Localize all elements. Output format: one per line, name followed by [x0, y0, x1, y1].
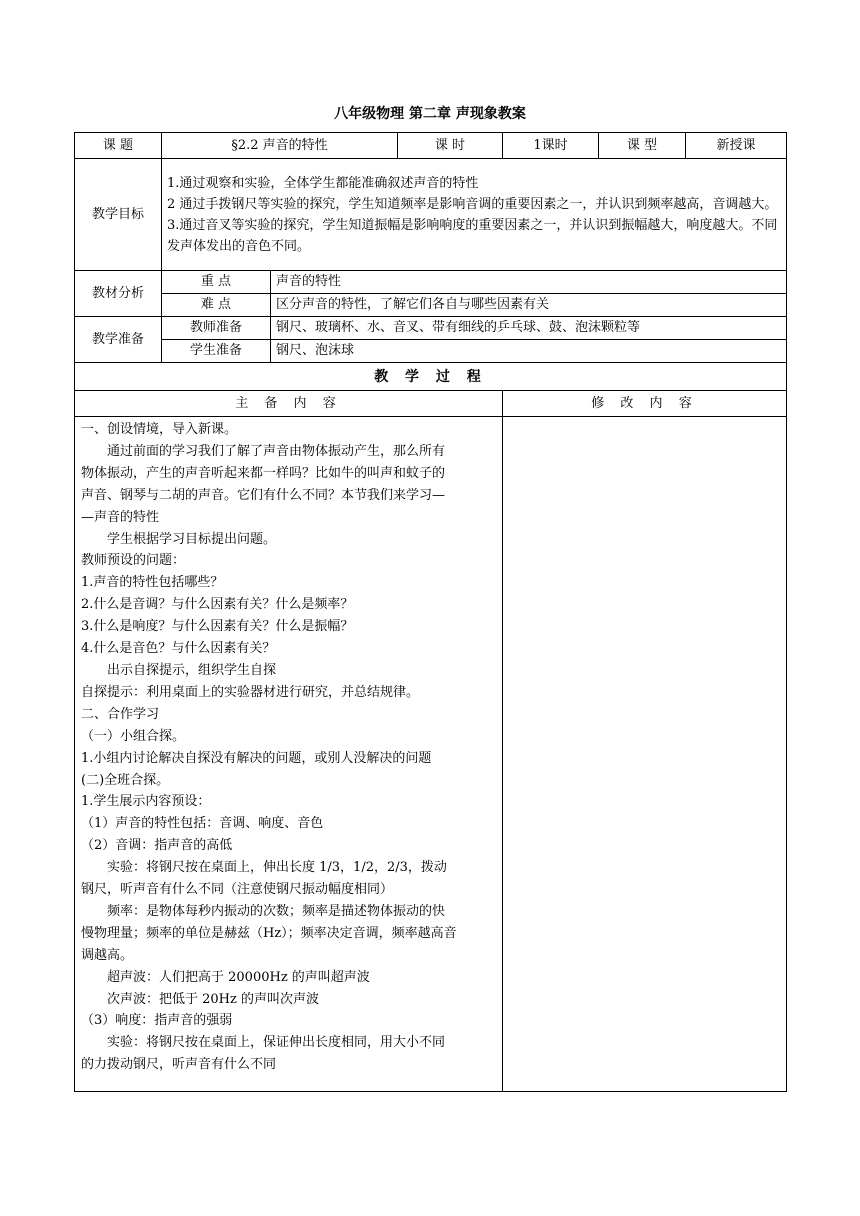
goal-item: 2 通过手拨钢尺等实验的探究，学生知道频率是影响音调的重要因素之一，并认识到频率越高，音调越大。	[167, 196, 778, 212]
process-header-row	[75, 391, 787, 417]
content-line: 2.什么是音调？与什么因素有关？什么是频率？	[81, 597, 354, 613]
teacher-prep-label: 教师准备	[162, 317, 271, 340]
goal-item: 1.通过观察和实验，全体学生都能准确叙述声音的特性	[167, 175, 479, 191]
content-line: 声音、钢琴与二胡的声音。它们有什么不同？本节我们来学习—	[81, 487, 446, 503]
student-prep-value: 钢尺、泡沫球	[271, 340, 787, 363]
hours-value: 1课时	[503, 133, 599, 159]
goals-label: 教学目标	[75, 159, 162, 271]
topic-value: §2.2 声音的特性	[162, 133, 398, 159]
edit-content[interactable]	[503, 417, 787, 1092]
content-line: （1）声音的特性包括：音调、响度、音色	[81, 816, 324, 832]
content-line: —声音的特性	[81, 509, 160, 525]
prep-student-row	[75, 340, 787, 363]
content-line: （一）小组合探。	[81, 728, 186, 744]
content-line: 实验：将钢尺按在桌面上，伸出长度 1/3，1/2，2/3，拨动	[107, 860, 447, 876]
content-line: 调越高。	[81, 947, 134, 963]
analysis-key-row	[75, 271, 787, 294]
type-label: 课 型	[599, 133, 686, 159]
content-line: 钢尺，听声音有什么不同（注意使钢尺振动幅度相同）	[81, 882, 394, 898]
content-line: 频率：是物体每秒内振动的次数；频率是描述物体振动的快	[107, 903, 446, 919]
content-line: 超声波：人们把高于 20000Hz 的声叫超声波	[107, 969, 370, 985]
prep-label: 教学准备	[75, 317, 162, 363]
content-line: (二)全班合探。	[81, 772, 170, 788]
key-label: 重 点	[162, 271, 271, 294]
edit-content-header: 修 改 内 容	[503, 391, 787, 417]
content-line: 教师预设的问题：	[81, 553, 186, 569]
difficult-value: 区分声音的特性，了解它们各自与哪些因素有关	[271, 294, 787, 317]
key-value: 声音的特性	[271, 271, 787, 294]
lesson-plan-table	[74, 132, 787, 1092]
goals-row	[75, 159, 787, 271]
content-line: 次声波：把低于 20Hz 的声叫次声波	[107, 991, 319, 1007]
content-line: 二、合作学习	[81, 706, 160, 722]
goals-content	[162, 159, 787, 271]
goal-item: 3.通过音叉等实验的探究，学生知道振幅是影响响度的重要因素之一，并认识到振幅越大，响度越大。不同发声体发出的音色不同。	[167, 217, 778, 254]
content-line: 1.小组内讨论解决自探没有解决的问题，或别人没解决的问题	[81, 750, 432, 766]
analysis-label: 教材分析	[75, 271, 162, 317]
topic-label: 课 题	[75, 133, 162, 159]
student-prep-label: 学生准备	[162, 340, 271, 363]
process-title: 教 学 过 程	[75, 363, 787, 391]
content-line: 通过前面的学习我们了解了声音由物体振动产生，那么所有	[107, 443, 446, 459]
content-line: 慢物理量；频率的单位是赫兹（Hz）；频率决定音调，频率越高音	[81, 925, 457, 941]
content-line: 3.什么是响度？与什么因素有关？什么是振幅？	[81, 619, 354, 635]
teacher-prep-value: 钢尺、玻璃杯、水、音叉、带有细线的乒乓球、鼓、泡沫颗粒等	[271, 317, 787, 340]
type-value: 新授课	[686, 133, 787, 159]
difficult-label: 难 点	[162, 294, 271, 317]
content-line: 1.学生展示内容预设：	[81, 794, 211, 810]
process-title-row	[75, 363, 787, 391]
main-content-header: 主 备 内 容	[75, 391, 503, 417]
analysis-difficult-row	[75, 294, 787, 317]
content-line: 1.声音的特性包括哪些？	[81, 575, 224, 591]
content-line: 学生根据学习目标提出问题。	[107, 531, 277, 547]
document-title: 八年级物理 第二章 声现象教案	[334, 106, 526, 122]
prep-teacher-row	[75, 317, 787, 340]
content-line: 的力拨动钢尺，听声音有什么不同	[81, 1057, 277, 1073]
content-line: 实验：将钢尺按在桌面上，保证伸出长度相同，用大小不同	[107, 1035, 446, 1051]
process-content-row	[75, 417, 787, 1092]
content-line: 物体振动，产生的声音听起来都一样吗？比如牛的叫声和蚊子的	[81, 465, 446, 481]
content-line: （3）响度：指声音的强弱	[81, 1013, 233, 1029]
content-line: 自探提示：利用桌面上的实验器材进行研究，并总结规律。	[81, 684, 420, 700]
content-line: 4.什么是音色？与什么因素有关？	[81, 641, 276, 657]
content-line: 一、创设情境，导入新课。	[81, 422, 238, 437]
main-content	[75, 417, 503, 1092]
hours-label: 课 时	[398, 133, 503, 159]
header-row	[75, 133, 787, 159]
content-line: （2）音调：指声音的高低	[81, 838, 233, 854]
content-line: 出示自探提示，组织学生自探	[107, 662, 277, 678]
